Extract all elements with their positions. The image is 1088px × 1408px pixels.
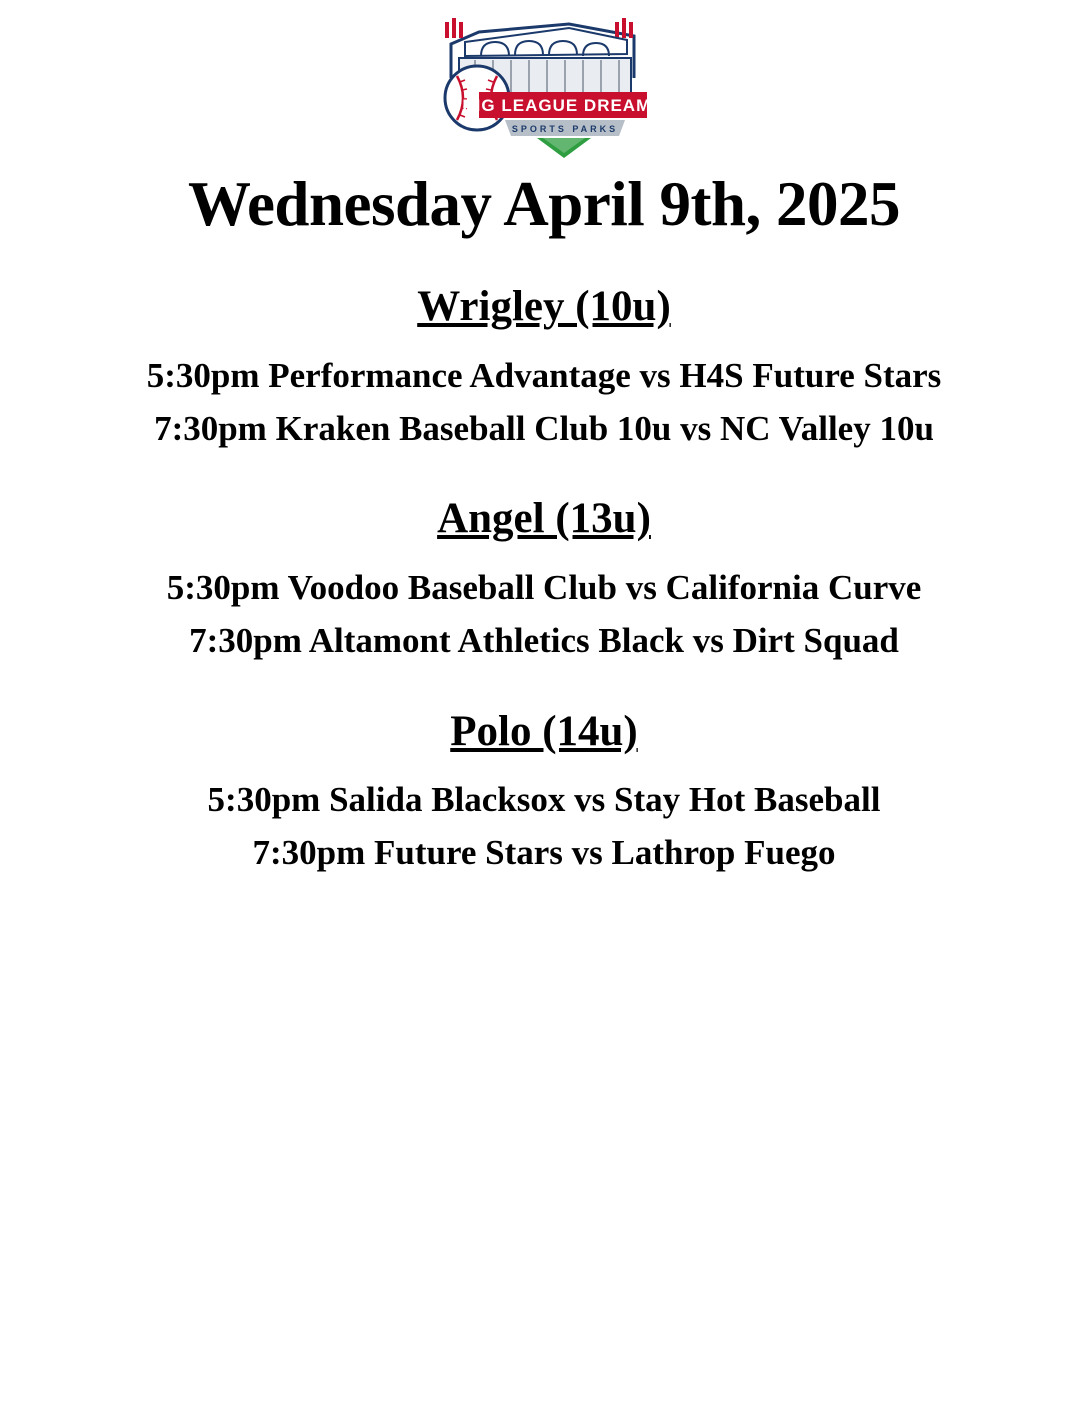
game-list-polo	[0, 779, 1088, 874]
game-line: 7:30pm Altamont Athletics Black vs Dirt Squad	[189, 621, 899, 661]
game-list-angel	[0, 567, 1088, 662]
game-line: 5:30pm Voodoo Baseball Club vs California Curve	[166, 567, 922, 607]
page-title: Wednesday April 9th, 2025	[187, 169, 901, 239]
field-section-wrigley	[0, 281, 1088, 449]
game-list-wrigley	[0, 355, 1088, 450]
field-name-angel: Angel (13u)	[437, 495, 651, 543]
game-line: 7:30pm Future Stars vs Lathrop Fuego	[252, 833, 836, 873]
game-line: 5:30pm Salida Blacksox vs Stay Hot Baseball	[207, 780, 881, 820]
big-league-dreams-logo-icon	[419, 14, 669, 159]
svg-text:BIG LEAGUE DREAMS: BIG LEAGUE DREAMS	[462, 96, 664, 115]
game-line: 7:30pm Kraken Baseball Club 10u vs NC Valley 10u	[154, 409, 934, 449]
field-name-wrigley: Wrigley (10u)	[417, 283, 671, 331]
logo-container	[0, 0, 1088, 159]
field-section-polo	[0, 706, 1088, 874]
field-name-polo: Polo (14u)	[450, 707, 638, 755]
svg-text:SPORTS PARKS: SPORTS PARKS	[511, 124, 619, 134]
game-line: 5:30pm Performance Advantage vs H4S Future Stars	[146, 355, 942, 395]
field-section-angel	[0, 493, 1088, 661]
